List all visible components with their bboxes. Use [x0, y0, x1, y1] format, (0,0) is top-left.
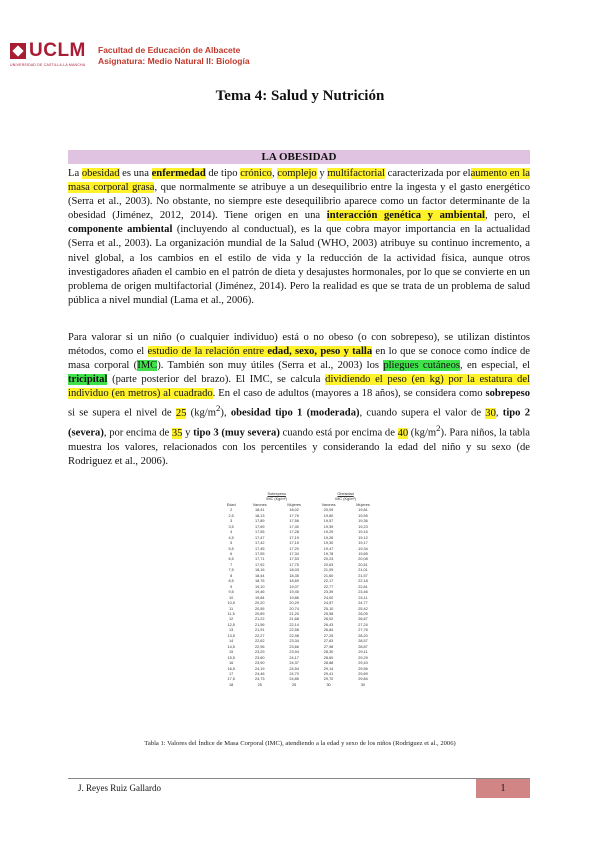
table-cell: 17,89 — [254, 519, 265, 524]
table-cell: 7,5 — [228, 568, 234, 573]
table-cell: 20,55 — [254, 606, 265, 611]
table-cell: 18,44 — [254, 573, 265, 578]
table-group-obesity-unit: IMC (Kg/m²) — [335, 497, 356, 502]
table-cell: 23,94 — [289, 650, 299, 655]
table-cell: 19,65 — [358, 551, 368, 556]
table-cell: 26,05 — [358, 611, 368, 616]
highlight: tricipital — [68, 374, 108, 386]
table-cell: 19,23 — [358, 524, 368, 529]
highlight: crónico — [240, 168, 272, 179]
table-cell: 17,15 — [289, 541, 299, 546]
table-cell: 24,37 — [289, 661, 299, 666]
table-cell: 22,96 — [254, 644, 265, 649]
table-cell: 19,29 — [323, 530, 334, 535]
table-cell: 24,11 — [358, 595, 368, 600]
table-cell: 17,34 — [289, 551, 299, 556]
table-cell: 23,46 — [358, 590, 368, 595]
table-cell: 19,34 — [358, 546, 368, 551]
table-cell: 17 — [229, 671, 234, 676]
table-cell: 19,81 — [358, 508, 368, 513]
table-header-male: Varones — [321, 502, 336, 507]
table-cell: 3 — [230, 519, 233, 524]
faculty-name: Facultad de Educación de Albacete — [98, 45, 241, 55]
table-cell: 3,5 — [228, 524, 234, 529]
uclm-emblem-icon — [10, 43, 26, 59]
table-cell: 24,77 — [358, 601, 368, 606]
logo-subtitle: UNIVERSIDAD DE CASTILLA-LA MANCHA — [10, 63, 86, 67]
table-cell: 23,60 — [254, 655, 265, 660]
table-cell: 29,29 — [358, 655, 368, 660]
table-cell: 11,5 — [227, 611, 235, 616]
table-cell: 19,55 — [358, 513, 368, 518]
paragraph-definition: La obesidad es una enfermedad de tipo crónico, complejo y multifactorial caracterizada por elaumento en la masa corporal grasa, que normalmente se atribuye a un desequilibrio entre la ingesta y el gasto energético (Serra et al., 2003). No obstante, no siempre este desequilibrio aparece como un factor determinante de la obesidad (Jiménez, 2012, 2014). Tiene origen en una interacción genética y ambiental, pero, el componente ambiental (incluyendo al conductual), es la que cobra mayor importancia en la actualidad (Serra et al., 2003). La organización mundial de la Salud (WHO, 2003) atribuye su continuo incremento, a nivel global, a los cambios en el estilo de vida y la reducción de la actividad física, aunque otros investigadores añaden el cambio en el patrón de dieta y desajustes hormonales, por lo que se convierte en un problema de origen multifactorial (Jiménez, 2014). Pero la realidad es que se trata de un problema de salud pública a nivel mundial (Lama et al., 2006). — [68, 168, 530, 306]
table-cell: 18,02 — [289, 508, 299, 513]
table-cell: 20,08 — [358, 557, 368, 562]
table-cell: 23,34 — [289, 639, 299, 644]
table-cell: 17,20 — [289, 546, 299, 551]
table-cell: 17,45 — [254, 546, 265, 551]
table-cell: 29,56 — [358, 666, 368, 671]
table-cell: 19,57 — [323, 519, 334, 524]
table-cell: 19,86 — [289, 595, 299, 600]
highlight: complejo — [277, 168, 317, 179]
table-header-male: Varones — [252, 502, 267, 507]
table-cell: 19,36 — [358, 519, 368, 524]
table-cell: 10,5 — [227, 601, 235, 606]
table-cell: 27,98 — [323, 644, 334, 649]
table-cell: 22,17 — [323, 579, 334, 584]
table-cell: 18,35 — [289, 573, 299, 578]
table-cell: 29,43 — [358, 661, 368, 666]
table-cell: 28,87 — [358, 644, 368, 649]
table-cell: 6 — [230, 551, 233, 556]
table-cell: 18,03 — [289, 568, 299, 573]
table-cell: 28,60 — [323, 655, 334, 660]
table-cell: 20,20 — [254, 601, 265, 606]
table-cell: 23,29 — [254, 650, 265, 655]
table-cell: 17,47 — [254, 535, 265, 540]
table-cell: 17,42 — [254, 541, 265, 546]
table-cell: 17,53 — [289, 557, 299, 562]
highlight: aumento en la masa corporal grasa — [68, 168, 530, 194]
table-cell: 25,42 — [358, 606, 368, 611]
table-cell: 17,40 — [289, 524, 299, 529]
table-cell: 28,88 — [323, 661, 334, 666]
table-cell: 2 — [230, 508, 233, 513]
table-cell: 4,5 — [228, 535, 234, 540]
table-cell: 19,07 — [289, 584, 299, 589]
highlight: 40 — [397, 427, 409, 439]
table-cell: 17,75 — [289, 562, 299, 567]
highlight: 25 — [175, 408, 187, 419]
table-cell: 16,5 — [227, 666, 235, 671]
table-cell: 17,28 — [289, 530, 299, 535]
table-cell: 19,45 — [289, 590, 299, 595]
table-cell: 27,63 — [323, 639, 334, 644]
table-cell: 18,16 — [254, 568, 265, 573]
table-cell: 29,41 — [323, 671, 334, 676]
table-group-overweight: Sobrepeso — [267, 492, 286, 496]
table-cell: 22,14 — [289, 622, 299, 627]
table-cell: 19,39 — [323, 524, 334, 529]
table-cell: 19,15 — [358, 530, 368, 535]
section-heading: LA OBESIDAD — [68, 150, 530, 164]
table-cell: 21,68 — [289, 617, 299, 622]
table-cell: 13 — [229, 628, 234, 633]
table-cell: 25,10 — [323, 606, 334, 611]
table-cell: 21,22 — [254, 617, 265, 622]
table-cell: 21,20 — [289, 611, 299, 616]
table-cell: 22,81 — [358, 584, 368, 589]
table-cell: 9,5 — [228, 590, 234, 595]
table-cell: 29,69 — [358, 671, 368, 676]
table-cell: 29,14 — [323, 666, 334, 671]
table-cell: 19,84 — [254, 595, 265, 600]
footer-divider — [68, 778, 530, 779]
table-cell: 15 — [229, 650, 234, 655]
table-cell: 21,60 — [323, 573, 334, 578]
table-cell: 24,70 — [289, 671, 299, 676]
table-cell: 4 — [230, 530, 233, 535]
table-cell: 24,57 — [323, 601, 334, 606]
logo-text: UCLM — [29, 40, 86, 61]
page-number: 1 — [476, 779, 530, 798]
table-cell: 22,62 — [254, 639, 265, 644]
table-cell: 24,17 — [289, 655, 299, 660]
table-cell: 17,19 — [289, 535, 299, 540]
table-cell: 22,98 — [289, 633, 299, 638]
table-cell: 12 — [229, 617, 234, 622]
table-cell: 23,66 — [289, 644, 299, 649]
table-cell: 19,78 — [323, 551, 334, 556]
table-cell: 8 — [230, 573, 233, 578]
paragraph-imc: Para valorar si un niño (o cualquier individuo) está o no obeso (o con sobrepeso), se utilizan distintos métodos, como el estudio de la relación entre edad, sexo, peso y talla en lo que se conoce como índice de masa corporal (IMC). También son muy útiles (Serra et al., 2003) los pliegues cutáneos, en especial, el tricipital (parte posterior del brazo). El IMC, se calcula dividiendo el peso (en kg) por la estatura del individuo (en metros) al cuadrado. En el caso de adultos (mayores a 18 años), se considera como sobrepeso si se supera el nivel de 25 $(kg/m^2)$, obesidad tipo 1 (moderada), cuando supera el valor de 30, tipo 2 (severa), por encima de 35 y tipo 3 (muy severa) cuando está por encima de 40 $(kg/m^2)$. Para niños, la tabla muestra los valores, relacionados con los percentiles y considerando la edad del niño y su sexo (de Rodriguez et al., 2006). — [68, 332, 530, 467]
table-cell: 24,19 — [254, 666, 265, 671]
table-cell: 23,39 — [323, 590, 334, 595]
table-cell: 24,54 — [289, 666, 299, 671]
table-cell: 11 — [229, 606, 234, 611]
table-group-obesity: Obesidad — [337, 492, 354, 496]
table-cell: 15,5 — [227, 655, 235, 660]
table-cell: 28,57 — [358, 639, 368, 644]
table-cell: 2,5 — [228, 513, 234, 518]
header-info — [98, 45, 250, 67]
uclm-logo — [10, 40, 86, 67]
table-cell: 26,67 — [358, 617, 368, 622]
table-cell: 5 — [230, 541, 233, 546]
imc-table — [220, 492, 380, 688]
table-cell: 17,56 — [289, 519, 299, 524]
table-cell: 27,76 — [358, 628, 368, 633]
table-cell: 13,5 — [227, 633, 235, 638]
table-cell: 24,46 — [254, 671, 265, 676]
table-cell: 14 — [229, 639, 234, 644]
table-cell: 17,55 — [254, 530, 265, 535]
table-cell: 19,17 — [358, 541, 368, 546]
highlight: 35 — [171, 427, 183, 439]
table-cell: 26,84 — [323, 628, 334, 633]
table-cell: 30 — [360, 682, 366, 687]
highlight: dividiendo el peso (en kg) por la estatura del individuo (en metros) al cuadrado — [68, 374, 530, 400]
highlight: estudio de la relación entre — [147, 346, 268, 358]
table-cell: 29,84 — [358, 677, 368, 682]
highlight: IMC — [137, 360, 158, 372]
table-cell: 17,69 — [254, 524, 265, 529]
table-cell: 23,90 — [254, 661, 265, 666]
table-cell: 20,29 — [289, 601, 299, 606]
table-cell: 19,10 — [254, 584, 265, 589]
table-cell: 20,74 — [289, 606, 299, 611]
table-header-female: Mujeres — [287, 502, 301, 507]
table-cell: 30 — [326, 682, 331, 687]
table-cell: 19,30 — [323, 541, 334, 546]
table-cell: 24,00 — [323, 595, 334, 600]
table-cell: 24,85 — [289, 677, 299, 682]
table-group-overweight-unit: IMC (Kg/m²) — [266, 497, 288, 502]
table-cell: 26,02 — [323, 617, 334, 622]
table-cell: 17,5 — [227, 677, 235, 682]
table-cell: 29,70 — [323, 677, 334, 682]
subject-name: Asignatura: Medio Natural II: Biología — [98, 56, 250, 66]
table-cell: 25 — [257, 682, 262, 687]
table-cell: 25,58 — [323, 611, 334, 616]
footer-author: J. Reyes Ruiz Gallardo — [78, 783, 161, 793]
table-cell: 19,26 — [323, 535, 334, 540]
table-cell: 28,20 — [358, 633, 368, 638]
table-cell: 19,80 — [323, 513, 334, 518]
table-cell: 20,63 — [323, 562, 334, 567]
table-cell: 19,47 — [323, 546, 334, 551]
table-caption: Tabla 1: Valores del Índice de Masa Corporal (IMC), atendiendo a la edad y sexo de los niños (Rodriguez et al., 2006) — [144, 740, 456, 747]
table-cell: 16 — [229, 661, 234, 666]
table-cell: 18 — [229, 682, 234, 687]
table-cell: 19,46 — [254, 590, 265, 595]
table-cell: 18,41 — [254, 508, 265, 513]
table-cell: 18,13 — [254, 513, 265, 518]
table-cell: 27,24 — [358, 622, 368, 627]
highlight: enfermedad — [151, 168, 206, 179]
table-cell: 19,12 — [358, 535, 368, 540]
table-cell: 9 — [230, 584, 233, 589]
table-cell: 20,09 — [323, 508, 334, 513]
highlight: pliegues cutáneos — [383, 360, 460, 372]
table-cell: 20,89 — [254, 611, 265, 616]
highlight: interacción genética y ambiental — [326, 210, 485, 222]
table-cell: 29,11 — [358, 650, 368, 655]
table-cell: 17,55 — [254, 551, 265, 556]
table-cell: 28,30 — [323, 650, 334, 655]
table-header-age: Edad — [226, 502, 236, 507]
document-title: Tema 4: Salud y Nutrición — [215, 88, 385, 104]
table-cell: 14,5 — [227, 644, 235, 649]
table-cell: 21,56 — [254, 622, 265, 627]
table-cell: 21,57 — [358, 573, 368, 578]
table-cell: 8,5 — [228, 579, 234, 584]
table-cell: 22,77 — [323, 584, 334, 589]
table-cell: 18,69 — [289, 579, 299, 584]
table-cell: 21,09 — [323, 568, 334, 573]
table-cell: 27,25 — [323, 633, 334, 638]
highlight: obesidad — [81, 168, 120, 179]
table-cell: 20,51 — [358, 562, 368, 567]
table-cell: 22,27 — [254, 633, 265, 638]
table-cell: 26,43 — [323, 622, 334, 627]
table-cell: 17,76 — [289, 513, 299, 518]
highlight: 30 — [485, 408, 496, 419]
highlight: edad, sexo, peso y talla — [267, 346, 373, 358]
table-cell: 18,76 — [254, 579, 265, 584]
table-cell: 17,92 — [254, 562, 265, 567]
table-cell: 5,5 — [228, 546, 234, 551]
table-cell: 24,73 — [254, 677, 265, 682]
table-header-female: Mujeres — [356, 502, 370, 507]
table-cell: 20,23 — [323, 557, 334, 562]
table-cell: 17,71 — [254, 557, 265, 562]
table-cell: 12,5 — [227, 622, 235, 627]
table-cell: 7 — [230, 562, 233, 567]
table-cell: 6,5 — [228, 557, 234, 562]
table-cell: 21,01 — [358, 568, 368, 573]
table-cell: 22,18 — [358, 579, 368, 584]
table-cell: 10 — [229, 595, 234, 600]
highlight: multifactorial — [327, 168, 385, 179]
table-row — [220, 683, 380, 688]
table-cell: 21,91 — [254, 628, 265, 633]
table-cell: 25 — [292, 682, 297, 687]
table-cell: 22,58 — [289, 628, 299, 633]
